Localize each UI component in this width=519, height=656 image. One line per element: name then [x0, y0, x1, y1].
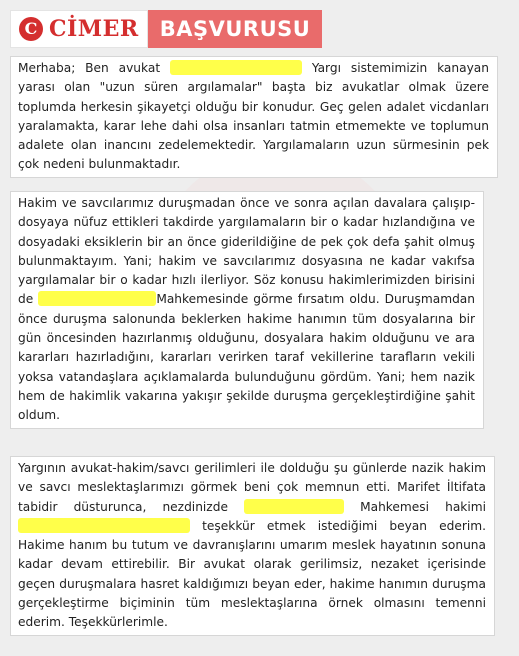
application-label: BAŞVURUSU — [148, 10, 323, 48]
cimer-header — [10, 10, 322, 48]
p1-text-2: Yargı sistemimizin kanayan yarası olan "uzun süren argılamalar" başta biz avukatlar olmak üzere toplumda herkesin şikayetçi olduğu bir konudur. Geç gelen adalet vicdanları yaralamakta, karar lehe dahi olsa insanları tatmin etmemekte ve toplumun adalete olan inancını zedelemektedir. Yargılamaların uzun sürmesinin pek çok nedeni bulunmaktadır. — [18, 61, 489, 172]
logo-box — [10, 10, 148, 48]
paragraph-3-text — [18, 459, 486, 633]
p2-text-2: Mahkemesinde görme fırsatım oldu. Duruşmamdan önce duruşma salonunda beklerken hakime hanımın tüm dosyalarına bir gün öncesinden hazırlanmış olduğunu, dosyalara hakim olduğunu ve ara kararları hazırladığını, kararları verirken taraf vekillerine tarafların vekili yoksa vatandaşlara açıklamalarda bulunduğunu gördüm. Yani; hem nazik hem de hakimlik vakarına yakışır şekilde duruşma gerçekleştirdiğine şahit oldum. — [18, 292, 475, 423]
redaction-highlight — [18, 518, 190, 533]
paragraph-3 — [10, 456, 495, 636]
redaction-highlight — [244, 499, 344, 514]
paragraph-1-text — [18, 59, 489, 175]
redaction-highlight — [170, 60, 302, 75]
p3-text-1: Yargının avukat-hakim/savcı gerilimleri ile dolduğu şu günlerde nazik hakim ve savcı meslektaşlarımızı görmek beni çok memnun etti. Marifet İltifata tabidir düsturunca, nezdinizde — [18, 461, 486, 514]
redaction-highlight — [38, 291, 156, 306]
p3-text-2: Mahkemesi hakimi — [360, 499, 486, 514]
paragraph-1 — [10, 56, 498, 178]
cimer-logo-icon — [19, 17, 43, 41]
brand-name: CİMER — [49, 16, 139, 42]
p1-text-1: Merhaba; Ben avukat — [18, 61, 161, 75]
paragraph-2 — [10, 191, 484, 429]
paragraph-2-text — [18, 194, 475, 426]
logo-letter: C — [24, 19, 38, 38]
p2-text-1: Hakim ve savcılarımız duruşmadan önce ve sonra açılan davalara çalışıp-dosyaya nüfuz ettikleri takdirde yargılamaların bir o kadar hızlandığına ve dosyadaki eksiklerin bir an önce giderildiğine de pek çok defa şahit olmuş bulunmaktayım. Yani; hakim ve savcılarımız dosyasına ne kadar vakıfsa yargılamalar bir o kadar hızlı ilerliyor. Söz konusu hakimlerimizden birisini de — [18, 196, 475, 307]
p3-text-3: teşekkür etmek istediğimi beyan ederim. Hakime hanım bu tutum ve davranışlarını umarım meslek hayatının sonuna kadar devam ettirebilir. Bir avukat olarak gerilimsiz, nezaket içerisinde geçen duruşmalara hasret kaldığımızı beyan eder, hakime hanımın duruşma gerçekleştirme biçiminin tüm meslektaşlarına örnek olmasını temenni ederim. Teşekkürlerimle. — [18, 518, 486, 630]
